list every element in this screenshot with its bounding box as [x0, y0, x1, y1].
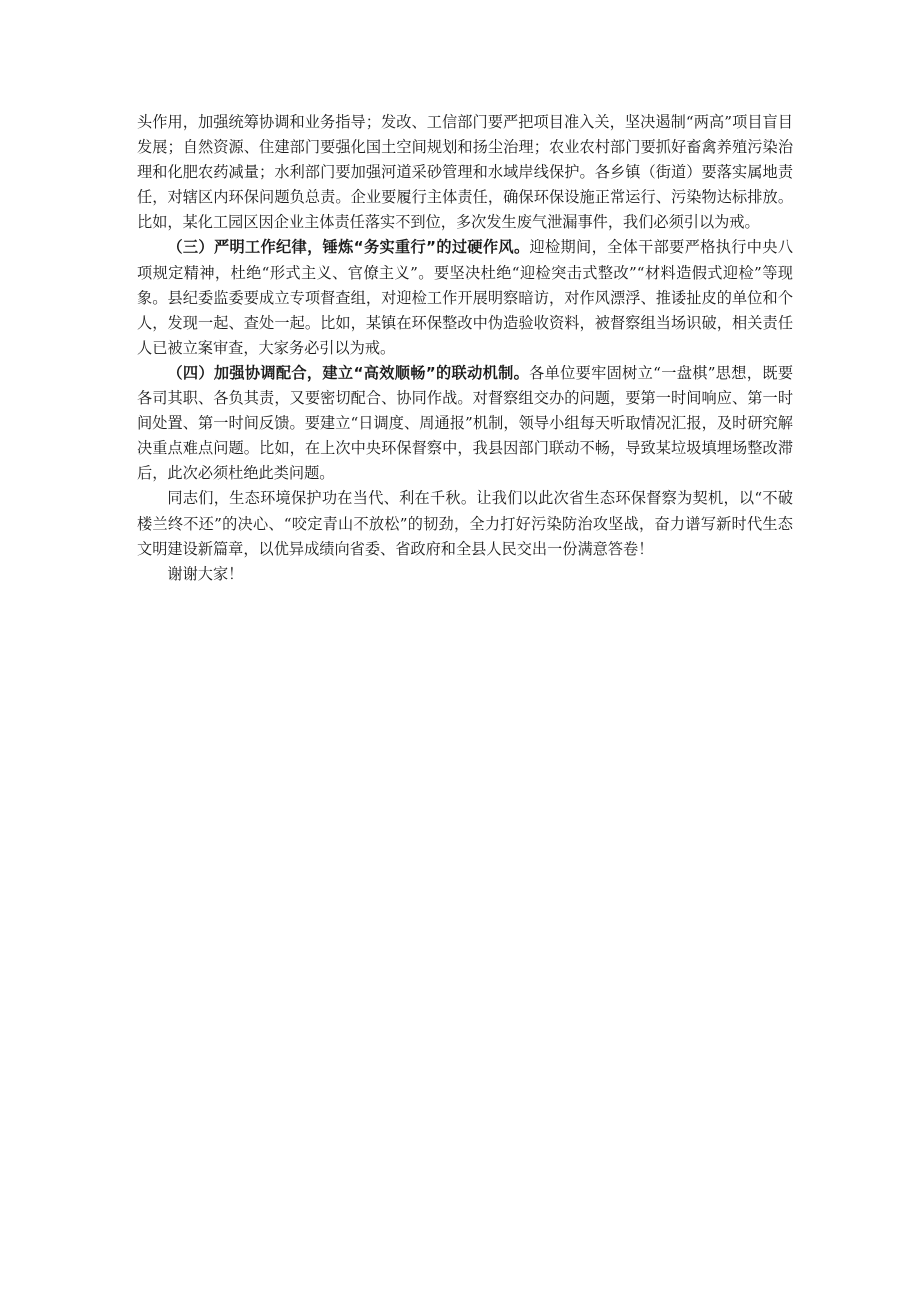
paragraph-text: 头作用，加强统筹协调和业务指导；发改、工信部门要严把项目准入关，坚决遏制“两高”项目盲目发展；自然资源、住建部门要强化国土空间规划和扬尘治理；农业农村部门要抓好畜禽养殖污染治理和化肥农药减量；水利部门要加强河道采砂管理和水域岸线保护。各乡镇（街道）要落实属地责任，对辖区内环保问题负总责。企业要履行主体责任，确保环保设施正常运行、污染物达标排放。比如，某化工园区因企业主体责任落实不到位，多次发生废气泄漏事件，我们必须引以为戒。: [137, 113, 793, 232]
paragraph-continued-responsibilities: [137, 110, 793, 235]
paragraph-thanks: [137, 562, 793, 587]
paragraph-work-discipline: [137, 235, 793, 360]
section-heading-3: （三）严明工作纪律，锤炼“务实重行”的过硬作风。: [167, 238, 530, 257]
paragraph-text: 同志们，生态环境保护功在当代、利在千秋。让我们以此次省生态环保督察为契机，以“不破楼兰终不还”的决心、“咬定青山不放松”的韧劲，全力打好污染防治攻坚战，奋力谱写新时代生态文明建设新篇章，以优异成绩向省委、省政府和全县人民交出一份满意答卷！: [137, 489, 793, 558]
paragraph-text: 各单位要牢固树立“一盘棋”思想，既要各司其职、各负其责，又要密切配合、协同作战。对督察组交办的问题，要第一时间响应、第一时间处置、第一时间反馈。要建立“日调度、周通报”机制，领导小组每天听取情况汇报，及时研究解决重点难点问题。比如，在上次中央环保督察中，我县因部门联动不畅，导致某垃圾填埋场整改滞后，此次必须杜绝此类问题。: [137, 363, 794, 483]
paragraph-text: 迎检期间，全体干部要严格执行中央八项规定精神，杜绝“形式主义、官僚主义”。要坚决杜绝“迎检突击式整改”“材料造假式迎检”等现象。县纪委监委要成立专项督查组，对迎检工作开展明察暗访，对作风漂浮、推诿扯皮的单位和个人，发现一起、查处一起。比如，某镇在环保整改中伪造验收资料，被督察组当场识破，相关责任人已被立案审查，大家务必引以为戒。: [137, 238, 794, 357]
paragraph-coordination: [137, 361, 793, 486]
section-heading-4: （四）加强协调配合，建立“高效顺畅”的联动机制。: [167, 363, 530, 382]
paragraph-text: 谢谢大家！: [167, 564, 244, 583]
paragraph-closing-remarks: [137, 486, 793, 561]
document-body: [137, 110, 793, 587]
